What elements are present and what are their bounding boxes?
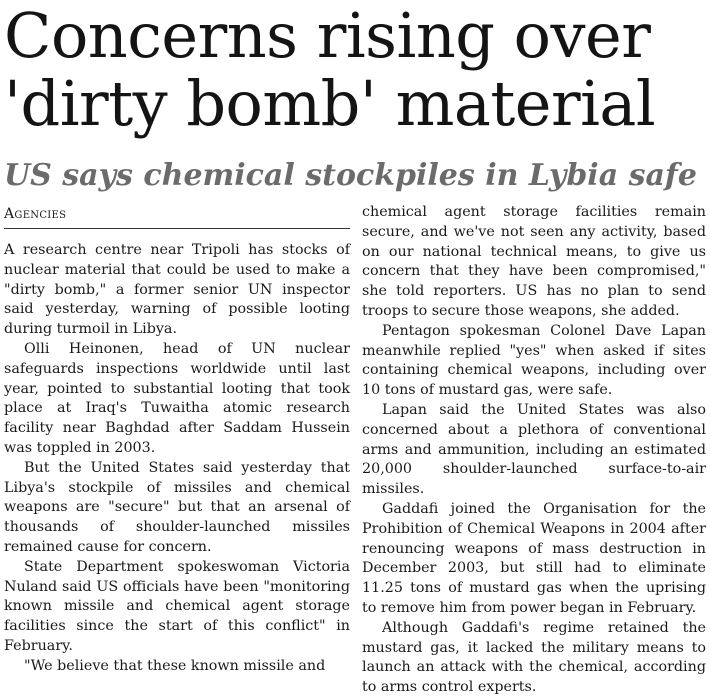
headline: Concerns rising over 'dirty bomb' material: [4, 0, 656, 140]
byline-divider: [4, 228, 350, 229]
paragraph: "We believe that these known missile and: [24, 657, 326, 674]
paragraph: A research centre near Tripoli has stocks of nuclear material that could be used to make a "dirty bomb," a former senior UN inspector said yesterday, warning of possible looting during turmoil in Libya.: [4, 242, 350, 338]
article-column-right: [362, 203, 706, 698]
paragraph: But the United States said yesterday that Libya's stockpile of missiles and chemical weapons are "secure" but that an arsenal of thousands of shoulder-launched missiles remained cause for concern.: [4, 459, 350, 555]
paragraph: Olli Heinonen, head of UN nuclear safeguards inspections worldwide until last year, pointed to substantial looting that took place at Iraq's Tuwaitha atomic research facility near Baghdad after Saddam Hussein was toppled in 2003.: [4, 340, 350, 456]
paragraph-continued: chemical agent storage facilities remain secure, and we've not seen any activity, based on our national technical means, to give us concern that they have been compromised," she told reporters. US has no plan to send troops to secure those weapons, she added.: [362, 204, 706, 319]
subheadline: US says chemical stockpiles in Lybia safe: [4, 158, 697, 193]
paragraph: Although Gaddafi's regime retained the mustard gas, it lacked the military means to launch an attack with the chemical, according to arms control experts.: [362, 619, 706, 696]
paragraph: Gaddafi joined the Organisation for the Prohibition of Chemical Weapons in 2004 after renouncing weapons of mass destruction in December 2003, but still had to eliminate 11.25 tons of mustard gas when the uprising to remove him from power began in February.: [362, 500, 706, 616]
article-column-left: [4, 241, 350, 677]
paragraph: Lapan said the United States was also concerned about a plethora of conventional arms and ammunition, including an estimated 20,000 shoulder-launched surface-to-air missiles.: [362, 401, 706, 498]
paragraph: Pentagon spokesman Colonel Dave Lapan meanwhile replied "yes" when asked if sites containing chemical weapons, including over 10 tons of mustard gas, were safe.: [362, 322, 706, 399]
byline: Agencies: [4, 206, 67, 222]
paragraph: State Department spokeswoman Victoria Nuland said US officials have been "monitoring known missile and chemical agent storage facilities since the start of this conflict" in February.: [4, 558, 350, 654]
